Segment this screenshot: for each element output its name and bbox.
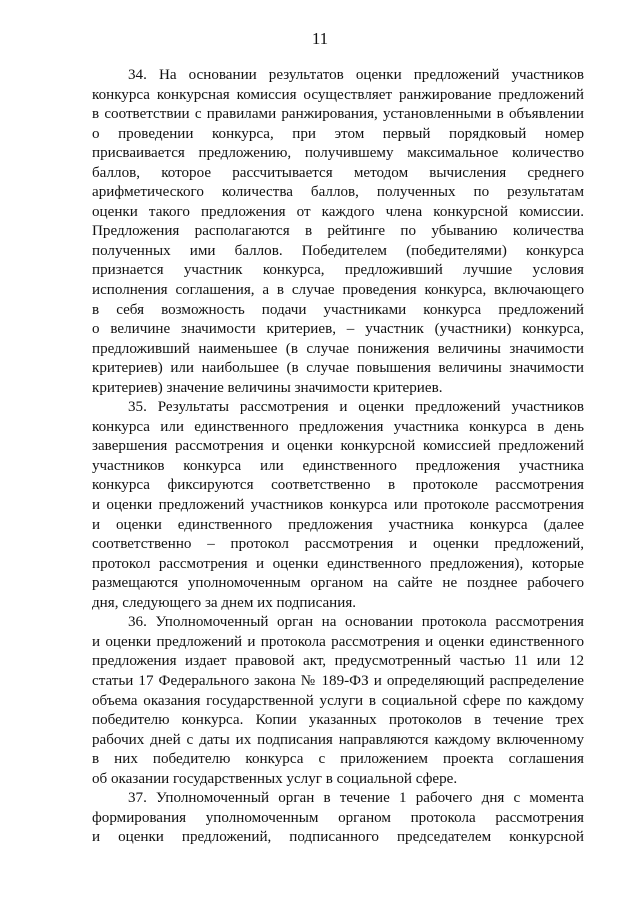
text-line: формирования уполномоченным органом протокола рассмотрения: [92, 809, 584, 826]
text-line: арифметического количества баллов, полученных по результатам: [92, 184, 584, 201]
text-line: дня, следующего за днем их подписания.: [92, 594, 357, 611]
text-line: 37. Уполномоченный орган в течение 1 рабочего дня с момента: [128, 790, 584, 807]
text-line: конкурса фиксируются соответственно в протоколе рассмотрения: [92, 477, 584, 494]
text-line: оценки такого предложения от каждого члена конкурсной комиссии.: [92, 203, 584, 220]
text-line: участников конкурса или единственного предложения участника: [92, 457, 584, 474]
text-line: присваивается предложению, получившему максимальное количество: [92, 145, 584, 162]
paragraph-p37: [92, 789, 584, 848]
text-line: размещаются уполномоченным органом на сайте не позднее рабочего: [92, 575, 584, 592]
text-line: полученных ими баллов. Победителем (победителями) конкурса: [92, 242, 584, 259]
text-line: признается участник конкурса, предложивший лучшие условия: [92, 262, 584, 279]
text-line: о проведении конкурса, при этом первый порядковый номер: [92, 125, 584, 142]
text-line: и оценки предложений и протокола рассмотрения и оценки единственного: [92, 633, 584, 650]
text-line: и оценки предложений участников конкурса или протоколе рассмотрения: [92, 497, 584, 514]
text-line: об оказании государственных услуг в социальной сфере.: [92, 770, 458, 787]
text-line: рабочих дней с даты их подписания направляются каждому включенному: [92, 731, 584, 748]
text-line: критериев) значение величины значимости критериев.: [92, 379, 443, 396]
text-line: победителю конкурса. Копии указанных протоколов в течение трех: [92, 712, 584, 729]
text-line: и оценки предложений, подписанного председателем конкурсной: [92, 829, 584, 846]
paragraph-p36: [92, 613, 584, 789]
text-line: конкурса или единственного предложения участника конкурса в день: [92, 418, 584, 435]
text-line: баллов, которое рассчитывается методом вычисления среднего: [92, 164, 584, 181]
document-body: [92, 66, 584, 848]
text-line: и оценки единственного предложения участника конкурса (далее: [92, 516, 584, 533]
text-line: исполнения соглашения, а в случае проведения конкурса, включающего: [92, 282, 584, 299]
text-line: завершения рассмотрения и оценки конкурсной комиссией предложений: [92, 438, 584, 455]
text-line: предложения издает правовой акт, предусмотренный частью 11 или 12: [92, 653, 584, 670]
text-line: протокол рассмотрения и оценки единственного предложения), которые: [92, 555, 584, 572]
text-line: Предложения располагаются в рейтинге по убыванию количества: [92, 223, 584, 240]
text-line: конкурса конкурсная комиссия осуществляет ранжирование предложений: [92, 86, 584, 103]
text-line: 36. Уполномоченный орган на основании протокола рассмотрения: [128, 614, 584, 631]
text-line: критериев) или наибольшее (в случае повышения величины значимости: [92, 360, 584, 377]
text-line: предложивший наименьшее (в случае понижения величины значимости: [92, 340, 584, 357]
text-line: в них победителю конкурса с приложением проекта соглашения: [92, 751, 584, 768]
text-line: в соответствии с правилами ранжирования, установленными в объявлении: [92, 106, 584, 123]
text-line: в себя возможность подачи участниками конкурса предложений: [92, 301, 584, 318]
text-line: 35. Результаты рассмотрения и оценки предложений участников: [128, 399, 584, 416]
text-line: статьи 17 Федерального закона № 189-ФЗ и определяющий распределение: [92, 672, 584, 689]
text-line: объема оказания государственной услуги в социальной сфере по каждому: [92, 692, 584, 709]
text-line: 34. На основании результатов оценки предложений участников: [128, 67, 584, 83]
text-line: о величине значимости критериев, – участник (участники) конкурса,: [92, 321, 584, 338]
paragraph-p35: [92, 398, 584, 613]
paragraph-p34: [92, 66, 584, 398]
page-number: 11: [311, 29, 329, 48]
text-line: соответственно – протокол рассмотрения и оценки предложений,: [92, 536, 584, 553]
